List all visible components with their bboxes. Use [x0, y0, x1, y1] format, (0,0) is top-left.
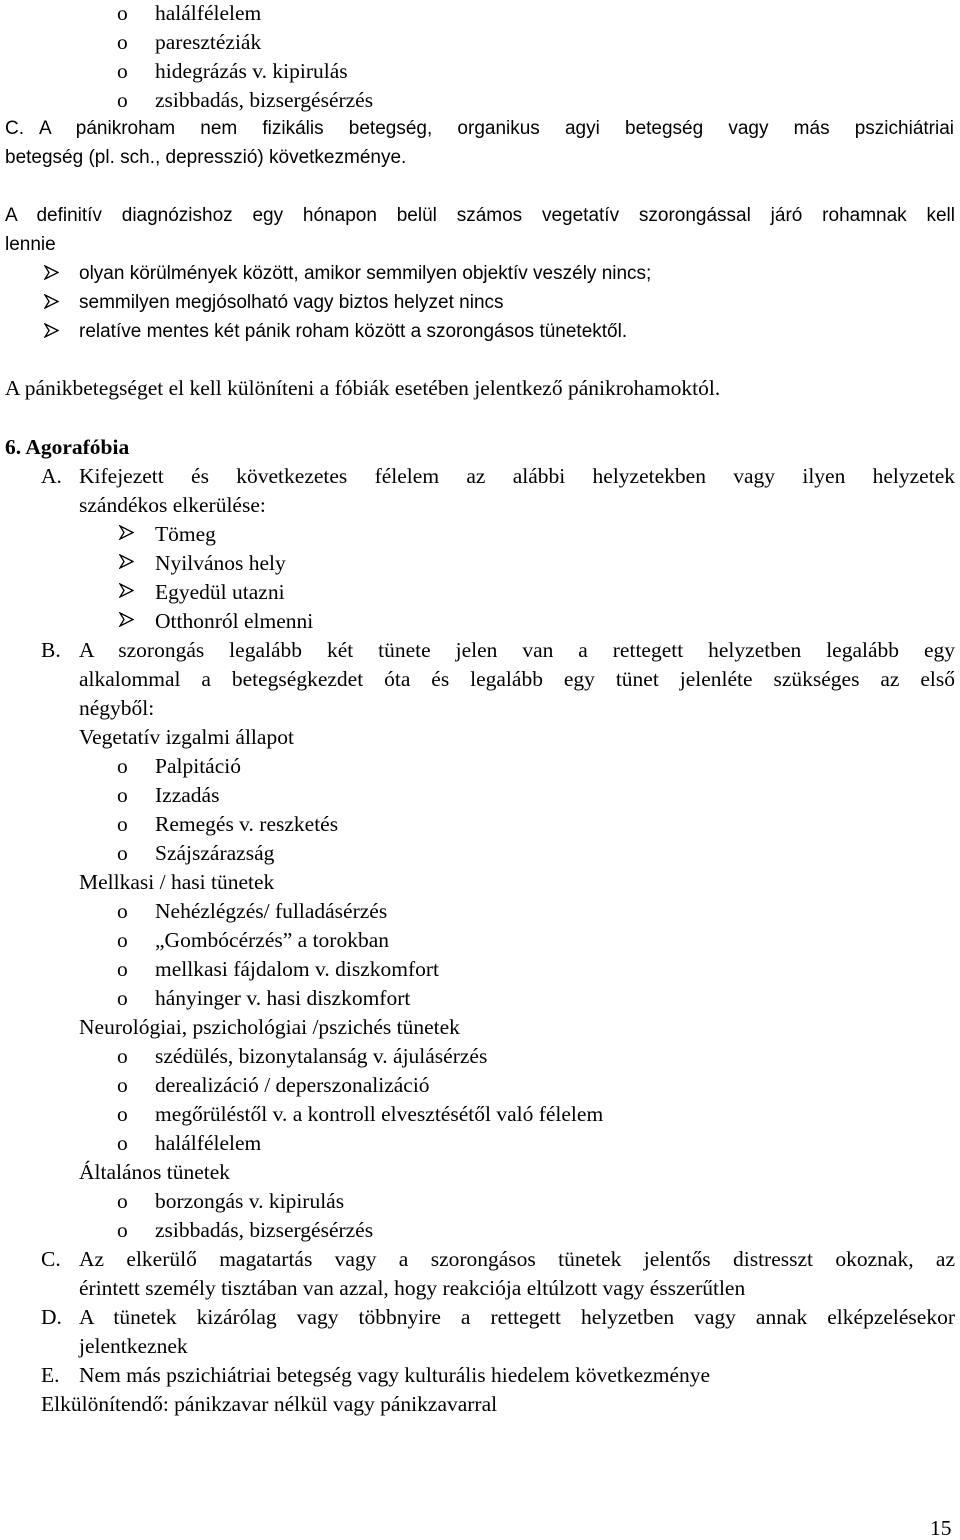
arrowhead-bullet-icon [119, 583, 134, 598]
page-number: 15 [930, 1516, 952, 1540]
list-bullet: o [117, 928, 128, 952]
list-bullet: o [117, 88, 128, 112]
criterion-line: jelentkeznek [79, 1334, 188, 1358]
list-bullet: o [117, 1044, 128, 1068]
list-item: Izzadás [155, 783, 220, 807]
list-bullet: o [117, 1131, 128, 1155]
list-bullet: o [117, 1102, 128, 1126]
list-bullet: o [117, 1, 128, 25]
list-item: halálfélelem [155, 1, 262, 25]
list-item: „Gombócérzés” a torokban [155, 928, 390, 952]
criterion-line: A szorongás legalább két tünete jelen van a rettegett helyzetben legalább egy [79, 638, 955, 662]
list-item: Nehézlégzés/ fulladásérzés [155, 899, 388, 923]
list-item: paresztéziák [155, 30, 262, 54]
arrowhead-bullet-icon [44, 265, 59, 280]
criterion-line: érintett személy tisztában van azzal, hogy reakciója eltúlzott vagy ésszerűtlen [79, 1276, 746, 1300]
list-item: Tömeg [155, 522, 216, 546]
list-item: Egyedül utazni [155, 580, 285, 604]
symptom-group-title: Neurológiai, pszichológiai /pszichés tünetek [79, 1015, 460, 1039]
criterion-label: A. [41, 464, 62, 488]
list-bullet: o [117, 1218, 128, 1242]
list-item: zsibbadás, bizsergésérzés [155, 1218, 374, 1242]
section-heading: 6. Agorafóbia [5, 435, 130, 459]
paragraph-line: A definitív diagnózishoz egy hónapon belül számos vegetatív szorongással járó rohamnak kell [5, 205, 955, 226]
list-item: halálfélelem [155, 1131, 262, 1155]
paragraph-line: A pánikroham nem fizikális betegség, organikus agyi betegség vagy más pszichiátriai [39, 118, 954, 139]
list-item: relatíve mentes két pánik roham között a szorongásos tünetektől. [79, 321, 628, 342]
criterion-line: A tünetek kizárólag vagy többnyire a rettegett helyzetben vagy annak elképzelésekor [79, 1305, 955, 1329]
list-bullet: o [117, 754, 128, 778]
paragraph-line: Elkülönítendő: pánikzavar nélkül vagy pánikzavarral [41, 1392, 498, 1416]
criterion-line: Az elkerülő magatartás vagy a szorongásos tünetek jelentős distresszt okoznak, az [79, 1247, 955, 1271]
list-item: Otthonról elmenni [155, 609, 314, 633]
list-item: megőrüléstől v. a kontroll elvesztésétől való félelem [155, 1102, 604, 1126]
criterion-label: B. [41, 638, 61, 662]
list-bullet: o [117, 899, 128, 923]
list-bullet: o [117, 812, 128, 836]
arrowhead-bullet-icon [44, 323, 59, 338]
arrowhead-bullet-icon [119, 612, 134, 627]
paragraph-line: lennie [5, 234, 56, 255]
list-bullet: o [117, 1073, 128, 1097]
list-bullet: o [117, 1189, 128, 1213]
paragraph-line: betegség (pl. sch., depresszió) következménye. [5, 147, 407, 168]
list-item: Szájszárazság [155, 841, 275, 865]
symptom-group-title: Általános tünetek [79, 1160, 231, 1184]
paragraph-line: A pánikbetegséget el kell különíteni a fóbiák esetében jelentkező pánikrohamoktól. [5, 376, 721, 400]
paragraph-label: C. [5, 118, 24, 139]
list-item: szédülés, bizonytalanság v. ájulásérzés [155, 1044, 488, 1068]
list-bullet: o [117, 957, 128, 981]
criterion-label: D. [41, 1305, 62, 1329]
criterion-label: C. [41, 1247, 61, 1271]
criterion-line: Kifejezett és következetes félelem az alábbi helyzetekben vagy ilyen helyzetek [79, 464, 955, 488]
list-item: Nyilvános hely [155, 551, 286, 575]
list-bullet: o [117, 986, 128, 1010]
list-item: derealizáció / deperszonalizáció [155, 1073, 430, 1097]
symptom-group-title: Mellkasi / hasi tünetek [79, 870, 275, 894]
criterion-line: alkalommal a betegségkezdet óta és legalább egy tünet jelenléte szükséges az első [79, 667, 955, 691]
list-item: zsibbadás, bizsergésérzés [155, 88, 374, 112]
arrowhead-bullet-icon [119, 554, 134, 569]
arrowhead-bullet-icon [44, 294, 59, 309]
arrowhead-bullet-icon [119, 525, 134, 540]
list-bullet: o [117, 59, 128, 83]
list-item: olyan körülmények között, amikor semmilyen objektív veszély nincs; [79, 263, 652, 284]
criterion-line: Nem más pszichiátriai betegség vagy kulturális hiedelem következménye [79, 1363, 711, 1387]
list-item: mellkasi fájdalom v. diszkomfort [155, 957, 440, 981]
list-item: Remegés v. reszketés [155, 812, 339, 836]
list-item: borzongás v. kipirulás [155, 1189, 345, 1213]
list-item: semmilyen megjósolható vagy biztos helyzet nincs [79, 292, 504, 313]
list-item: Palpitáció [155, 754, 241, 778]
criterion-label: E. [41, 1363, 60, 1387]
symptom-group-title: Vegetatív izgalmi állapot [79, 725, 294, 749]
criterion-line: négyből: [79, 696, 155, 720]
list-bullet: o [117, 841, 128, 865]
list-item: hányinger v. hasi diszkomfort [155, 986, 411, 1010]
criterion-line: szándékos elkerülése: [79, 493, 266, 517]
list-item: hidegrázás v. kipirulás [155, 59, 348, 83]
list-bullet: o [117, 30, 128, 54]
list-bullet: o [117, 783, 128, 807]
